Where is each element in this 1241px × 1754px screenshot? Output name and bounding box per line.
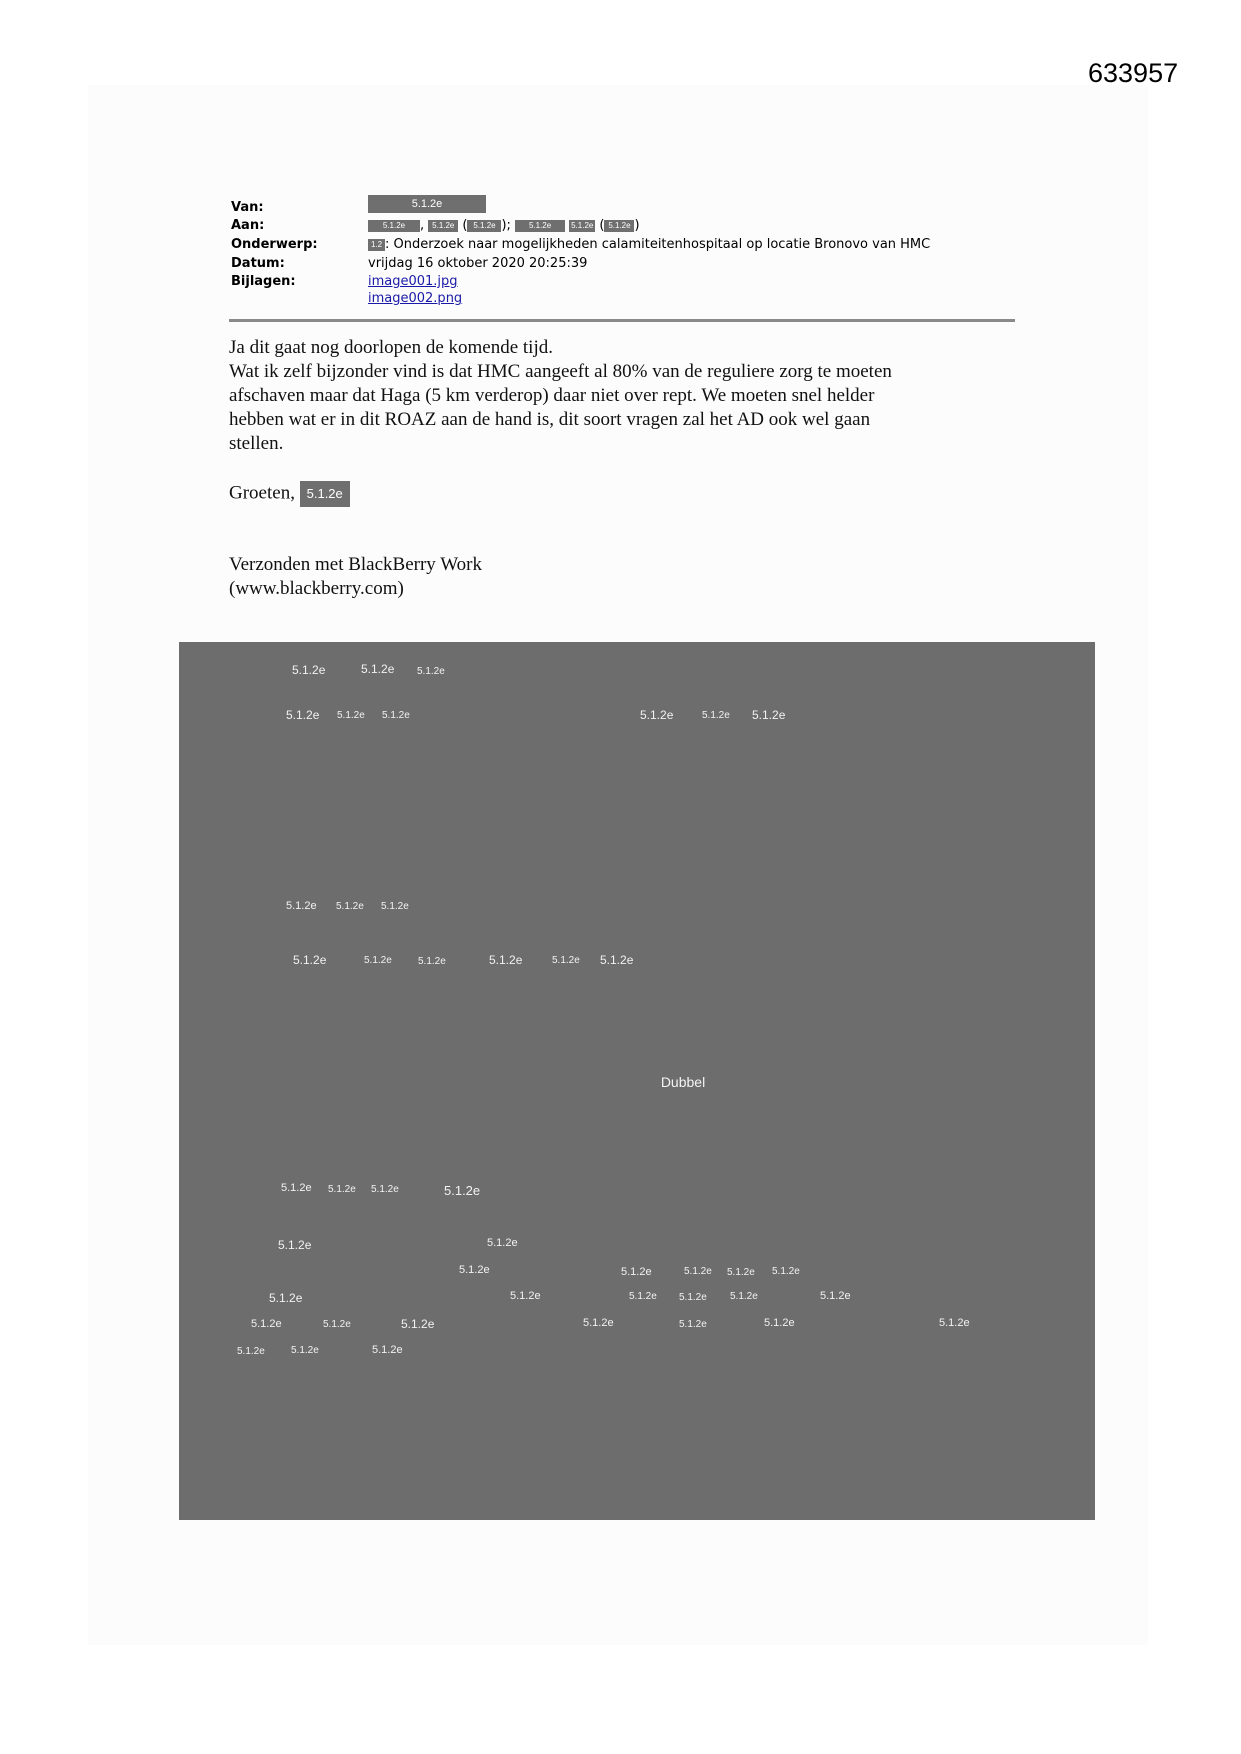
body-line: stellen.: [229, 433, 284, 454]
redaction-code: 5.1.2e: [291, 1345, 319, 1356]
attachment-link[interactable]: image001.jpg: [368, 274, 458, 289]
redaction-code: 5.1.2e: [269, 1291, 303, 1305]
body-line: afschaven maar dat Haga (5 km verderop) daar niet over rept. We moeten snel helder: [229, 385, 875, 406]
redaction-code: 5.1.2e: [336, 901, 364, 912]
redaction-code: 5.1.2e: [552, 955, 580, 966]
subject-value: [368, 237, 930, 252]
subject-text: : Onderzoek naar mogelijkheden calamiteitenhospitaal op locatie Bronovo van HMC: [385, 237, 931, 252]
subject-label: Onderwerp:: [231, 237, 318, 252]
redaction-code: 5.1.2e: [328, 1184, 356, 1195]
redaction-code: 5.1.2e: [510, 1290, 541, 1302]
redaction-code: 5.1.2e: [772, 1266, 800, 1277]
redaction-code: 5.1.2e: [281, 1182, 312, 1194]
redaction-code: 5.1.2e: [278, 1238, 312, 1252]
redaction-code: 5.1.2e: [820, 1290, 851, 1302]
redaction-code: 5.1.2e: [251, 1318, 282, 1330]
redaction-code: 5.1.2e: [487, 1237, 518, 1249]
attachments-label: Bijlagen:: [231, 274, 296, 289]
redaction-code: 5.1.2e: [418, 956, 446, 967]
redaction-code: 5.1.2e: [444, 1183, 481, 1198]
date-value: vrijdag 16 oktober 2020 20:25:39: [368, 256, 588, 271]
redaction-code: 5.1.2e: [640, 708, 674, 722]
redaction-code: 5.1.2e: [752, 708, 786, 722]
redaction-code: 5.1.2e: [292, 663, 326, 677]
redaction-code: 5.1.2e: [621, 1266, 652, 1278]
from-label: Van:: [231, 200, 264, 215]
greeting-text: Groeten,: [229, 482, 295, 504]
redaction-code: 5.1.2e: [337, 710, 365, 721]
greeting: [229, 481, 350, 507]
to-redaction: 5.1.2e: [604, 220, 634, 232]
redaction-code: 5.1.2e: [323, 1319, 351, 1330]
signature-line: Verzonden met BlackBerry Work: [229, 554, 482, 575]
redaction-code: 5.1.2e: [401, 1317, 435, 1331]
redacted-image: [179, 642, 1095, 1520]
signature-line: (www.blackberry.com): [229, 578, 404, 599]
subject-redaction: 1.2: [368, 239, 385, 251]
from-redaction: 5.1.2e: [368, 195, 486, 213]
redaction-code: 5.1.2e: [600, 953, 634, 967]
to-redaction: 5.1.2e: [515, 220, 565, 232]
to-value: 5.1.2e , 5.1.2e ( 5.1.2e ); 5.1.2e 5.1.2e ( 5.1.2e ): [368, 218, 640, 233]
header-divider: [229, 319, 1015, 322]
redaction-code: 5.1.2e: [459, 1264, 490, 1276]
to-redaction: 5.1.2e: [428, 220, 458, 232]
redaction-code: 5.1.2e: [237, 1346, 265, 1357]
redaction-code: 5.1.2e: [764, 1317, 795, 1329]
redaction-code: 5.1.2e: [727, 1267, 755, 1278]
redaction-code: 5.1.2e: [372, 1344, 403, 1356]
redaction-code: 5.1.2e: [382, 710, 410, 721]
to-redaction: 5.1.2e: [571, 220, 594, 230]
redaction-code: 5.1.2e: [679, 1292, 707, 1303]
redaction-code: 5.1.2e: [293, 953, 327, 967]
redaction-code: 5.1.2e: [286, 708, 320, 722]
redaction-code: 5.1.2e: [417, 666, 445, 677]
date-label: Datum:: [231, 256, 285, 271]
redaction-code: 5.1.2e: [939, 1317, 970, 1329]
attachment-link[interactable]: image002.png: [368, 291, 463, 306]
redaction-code: 5.1.2e: [679, 1319, 707, 1330]
dubbel-label: Dubbel: [660, 1074, 706, 1090]
redaction-code: 5.1.2e: [702, 710, 730, 721]
to-redaction: 5.1.2e: [368, 220, 420, 232]
body-line: Ja dit gaat nog doorlopen de komende tijd.: [229, 337, 553, 358]
redaction-code: 5.1.2e: [361, 662, 395, 676]
from-value: [368, 195, 486, 213]
redaction-code: 5.1.2e: [364, 955, 392, 966]
redaction-code: 5.1.2e: [286, 900, 317, 912]
to-label: Aan:: [231, 218, 265, 233]
redaction-code: 5.1.2e: [583, 1317, 614, 1329]
redaction-code: 5.1.2e: [489, 953, 523, 967]
to-redaction: 5.1.2e: [467, 220, 501, 232]
body-line: Wat ik zelf bijzonder vind is dat HMC aangeeft al 80% van de reguliere zorg te moeten: [229, 361, 892, 382]
redaction-code: 5.1.2e: [684, 1266, 712, 1277]
body-line: hebben wat er in dit ROAZ aan de hand is, dit soort vragen zal het AD ook wel gaan: [229, 409, 871, 430]
redaction-code: 5.1.2e: [381, 901, 409, 912]
document-number: 633957: [1088, 58, 1179, 88]
greeting-redaction: 5.1.2e: [300, 481, 350, 507]
redaction-code: 5.1.2e: [730, 1291, 758, 1302]
redaction-code: 5.1.2e: [629, 1291, 657, 1302]
redaction-code: 5.1.2e: [371, 1184, 399, 1195]
